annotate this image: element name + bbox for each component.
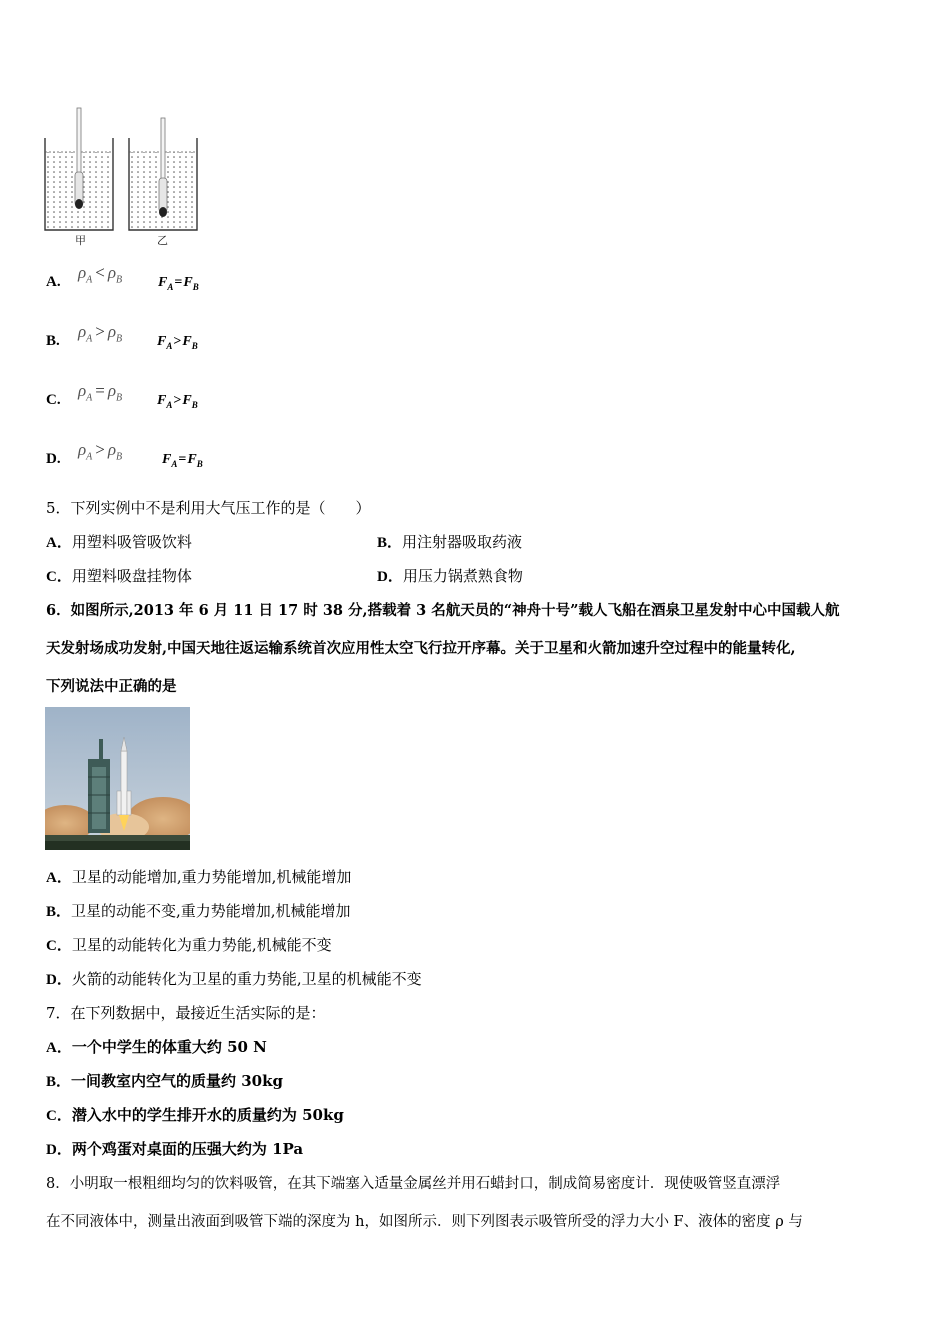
q6-option-b[interactable]: B．卫星的动能不变,重力势能增加,机械能增加 [46,902,351,920]
q6-stem-line2: 天发射场成功发射,中国天地往返运输系统首次应用性太空飞行拉开序幕。关于卫星和火箭加速升空过程中的能量转化, [46,640,796,657]
q5-option-c[interactable]: C．用塑料吸盘挂物体 [46,567,192,585]
label-yi: 乙 [157,234,168,247]
force-relation: $F_A=F_B$ [162,452,203,469]
q7-option-b[interactable]: B．一间教室内空气的质量约 30kg [46,1072,283,1090]
label-jia: 甲 [75,234,86,247]
option-letter: C. [46,392,61,408]
option-letter: D. [46,451,61,467]
beakers-figure [40,100,210,250]
q5-option-d[interactable]: D．用压力锅煮熟食物 [377,567,523,585]
q7-option-a[interactable]: A．一个中学生的体重大约 50 N [46,1038,267,1056]
q7-stem: 7．在下列数据中，最接近生活实际的是： [46,1004,326,1022]
density-relation: $\rho_A < \rho_B$ [78,263,123,286]
q5-stem: 5．下列实例中不是利用大气压工作的是（ ） [46,499,371,517]
q7-option-c[interactable]: C．潜入水中的学生排开水的质量约为 50kg [46,1106,344,1124]
density-relation: $\rho_A > \rho_B$ [78,322,123,345]
q8-stem-line1: 8．小明取一根粗细均匀的饮料吸管，在其下端塞入适量金属丝并用石蜡封口，制成简易密度计．现使吸管竖直漂浮 [46,1176,781,1192]
q5-option-b[interactable]: B．用注射器吸取药液 [377,533,523,551]
q8-stem-line2: 在不同液体中，测量出液面到吸管下端的深度为 h，如图所示．则下列图表示吸管所受的浮力大小 F、液体的密度 ρ 与 [46,1214,803,1230]
force-relation: $F_A=F_B$ [158,275,199,292]
q6-stem-line3: 下列说法中正确的是 [46,678,177,695]
q6-option-a[interactable]: A．卫星的动能增加,重力势能增加,机械能增加 [46,868,352,886]
q6-stem-line1: 6．如图所示,2013 年 6 月 11 日 17 时 38 分,搭载着 3 名航天员的“神舟十号”载人飞船在酒泉卫星发射中心中国载人航 [46,602,840,619]
beaker-jia [45,108,113,230]
force-relation: $F_A>F_B$ [157,334,198,351]
force-relation: $F_A>F_B$ [157,393,198,410]
option-letter: B. [46,333,60,349]
rocket-launch-photo [45,707,190,850]
option-letter: A. [46,274,61,290]
density-relation: $\rho_A > \rho_B$ [78,440,123,463]
density-relation: $\rho_A = \rho_B$ [78,381,123,404]
q5-option-a[interactable]: A．用塑料吸管吸饮料 [46,533,192,551]
q7-option-d[interactable]: D．两个鸡蛋对桌面的压强大约为 1Pa [46,1140,304,1158]
beaker-yi [129,118,197,230]
q6-option-c[interactable]: C．卫星的动能转化为重力势能,机械能不变 [46,936,332,954]
q6-option-d[interactable]: D．火箭的动能转化为卫星的重力势能,卫星的机械能不变 [46,970,422,988]
